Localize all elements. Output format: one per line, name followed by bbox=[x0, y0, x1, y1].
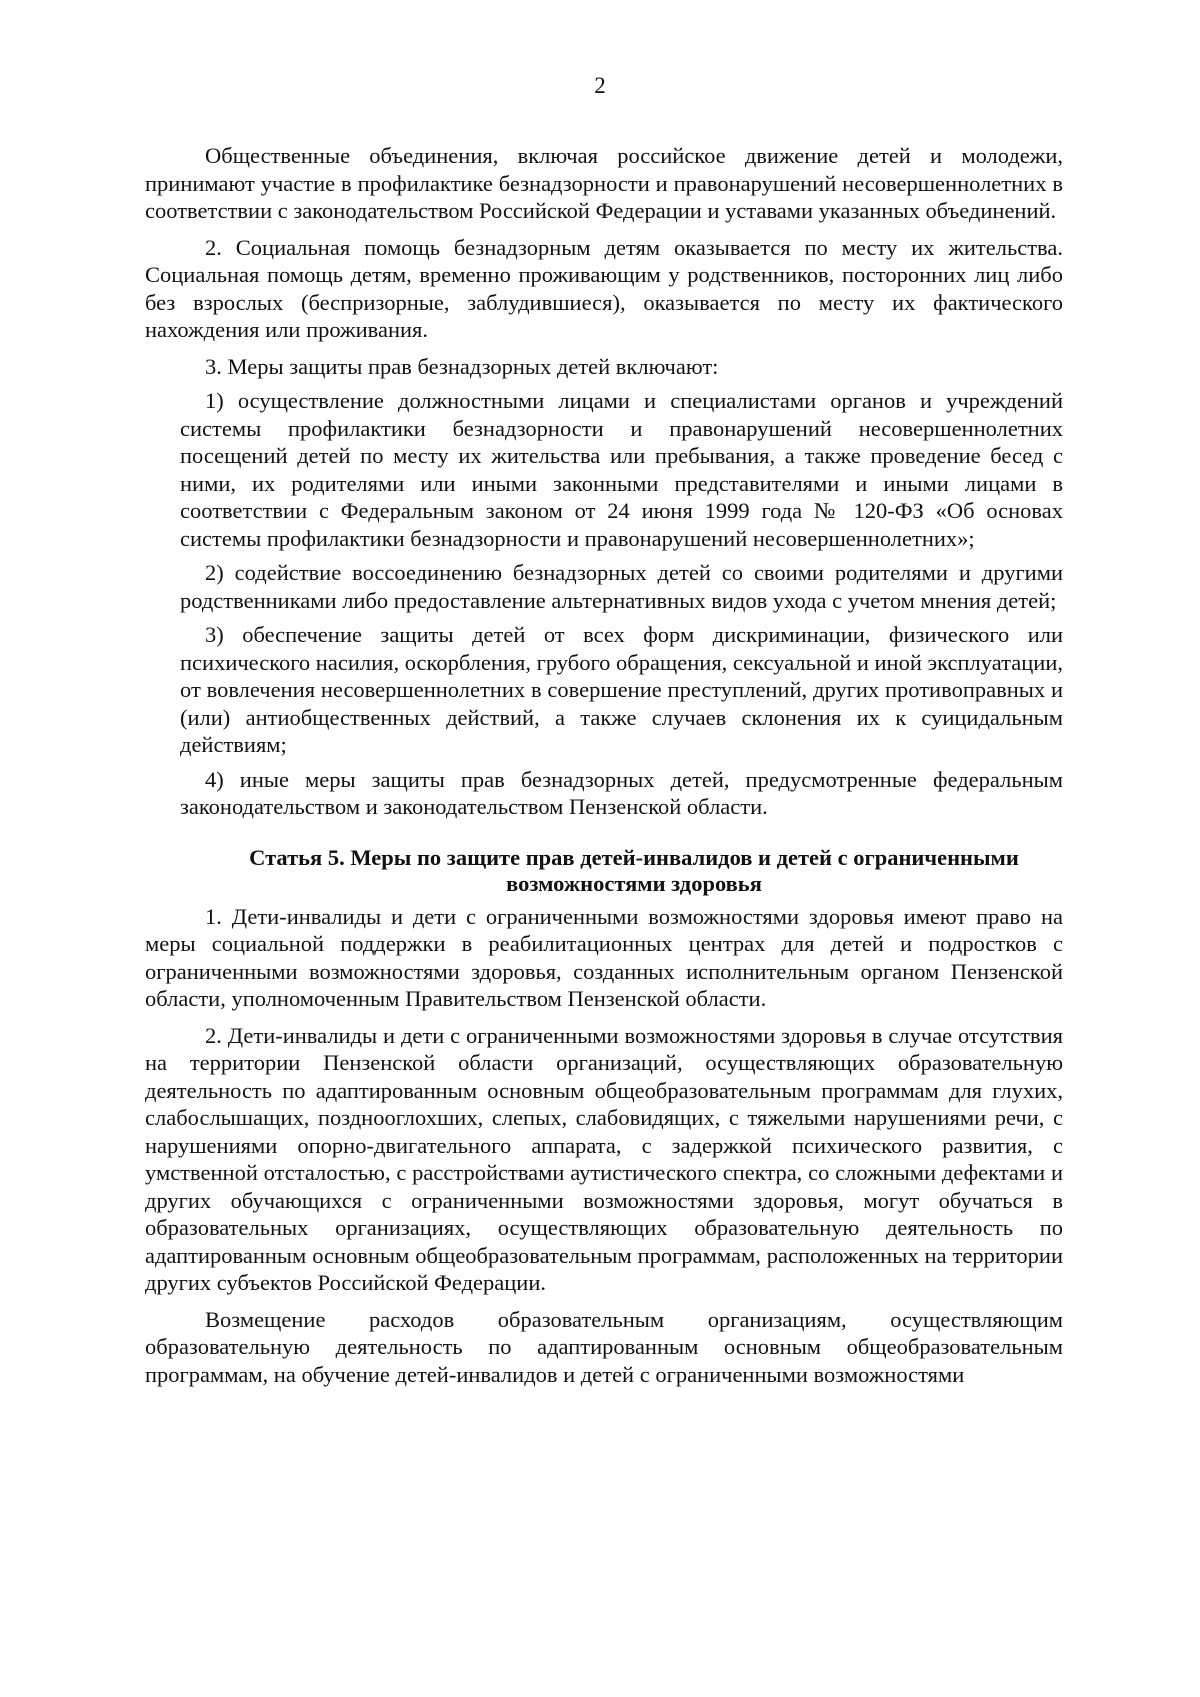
article-5-reimbursement-paragraph: Возмещение расходов образовательным организациям, осуществляющим образовательную деятельность по адаптированным основным общеобразовательным программам, на обучение детей-инвалидов и детей с ограниченными возможностями bbox=[145, 1306, 1063, 1387]
clause-3-item-3: 3) обеспечение защиты детей от всех форм дискриминации, физического или психического насилия, оскорбления, грубого обращения, сексуальной и иной эксплуатации, от вовлечения несовершеннолетних в совершение преступлений, других противоправных и (или) антиобщественных действий, а также случаев склонения их к суицидальным действиям; bbox=[180, 622, 1063, 757]
article-5-heading-line-2: возможностями здоровья bbox=[506, 870, 762, 896]
article-5-heading-line-1: Статья 5. Меры по защите прав детей-инвалидов и детей с ограниченными bbox=[249, 844, 1019, 870]
intro-paragraph: Общественные объединения, включая российское движение детей и молодежи, принимают участие в профилактике безнадзорности и правонарушений несовершеннолетних в соответствии с законодательством Российской Федерации и уставами указанных объединений. bbox=[145, 143, 1063, 223]
clause-3-lead: 3. Меры защиты прав безнадзорных детей включают: bbox=[205, 353, 719, 379]
clause-2-paragraph: 2. Социальная помощь безнадзорным детям оказывается по месту их жительства. Социальная помощь детям, временно проживающим у родственников, посторонних лиц либо без взрослых (беспризорные, заблудившиеся), оказывается по месту их фактического нахождения или проживания. bbox=[145, 234, 1063, 342]
article-5-heading bbox=[205, 845, 1063, 897]
document-body bbox=[145, 142, 1063, 1388]
page-number: 2 bbox=[594, 73, 606, 98]
article-5-clause-2: 2. Дети-инвалиды и дети с ограниченными возможностями здоровья в случае отсутствия на территории Пензенской области организаций, осуществляющих образовательную деятельность по адаптированным основным общеобразовательным программам для глухих, слабослышащих, позднооглохших, слепых, слабовидящих, с тяжелыми нарушениями речи, с нарушениями опорно-двигательного аппарата, с задержкой психического развития, с умственной отсталостью, с расстройствами аутистического спектра, со сложными дефектами и других обучающихся с ограниченными возможностями здоровья, могут обучаться в образовательных организациях, осуществляющих образовательную деятельность по адаптированным основным общеобразовательным программам, расположенных на территории других субъектов Российской Федерации. bbox=[145, 1022, 1063, 1295]
clause-3-item-4: 4) иные меры защиты прав безнадзорных детей, предусмотренные федеральным законодательством и законодательством Пензенской области. bbox=[180, 766, 1063, 819]
article-5-clause-1: 1. Дети-инвалиды и дети с ограниченными возможностями здоровья имеют право на меры социальной поддержки в реабилитационных центрах для детей и подростков с ограниченными возможностями здоровья, созданных исполнительным органом Пензенской области, уполномоченным Правительством Пензенской области. bbox=[145, 903, 1063, 1011]
clause-3-item-1: 1) осуществление должностными лицами и специалистами органов и учреждений системы профилактики безнадзорности и правонарушений несовершеннолетних посещений детей по месту их жительства или пребывания, а также проведение бесед с ними, их родителями или иными законными представителями и иными лицами в соответствии с Федеральным законом от 24 июня 1999 года № 120-ФЗ «Об основах системы профилактики безнадзорности и правонарушений несовершеннолетних»; bbox=[180, 388, 1063, 551]
clause-3-item-2: 2) содействие воссоединению безнадзорных детей со своими родителями и другими родственниками либо предоставление альтернативных видов ухода с учетом мнения детей; bbox=[180, 560, 1063, 613]
